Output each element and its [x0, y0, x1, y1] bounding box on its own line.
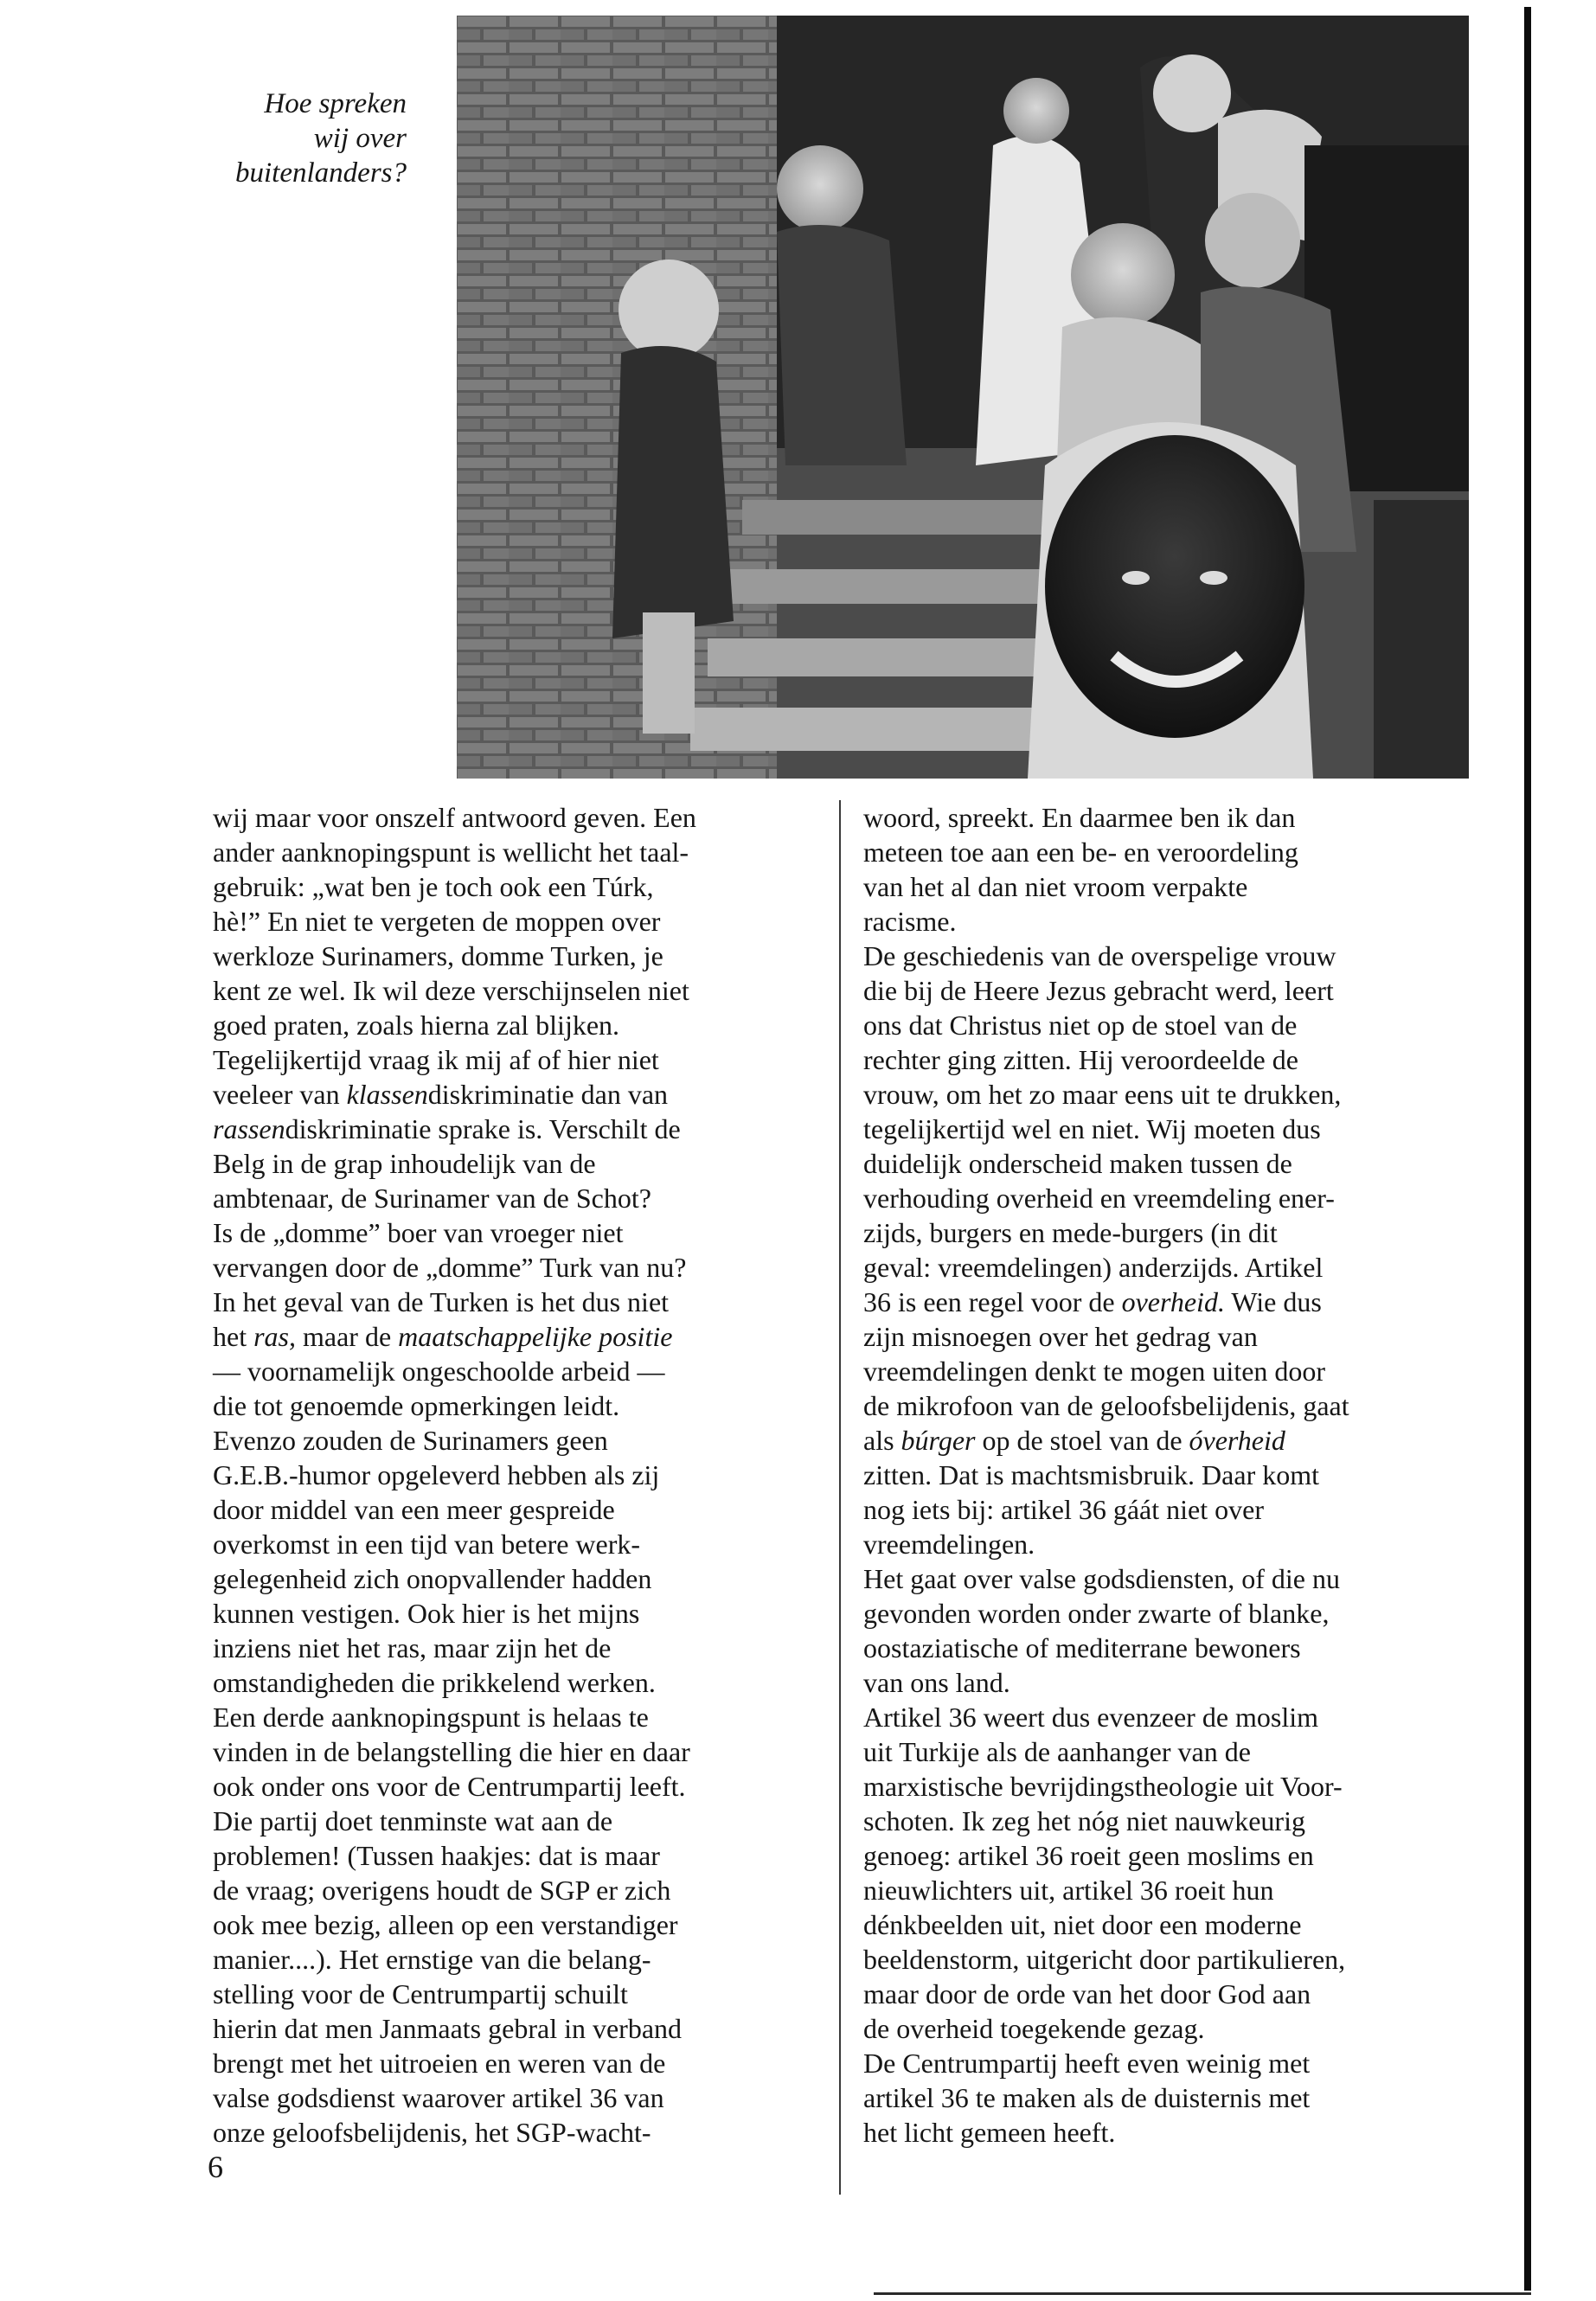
text-line: [863, 939, 1469, 973]
text-line: [213, 939, 818, 973]
article-column-left: [213, 800, 818, 2150]
text-run: oostaziatische of mediterrane bewoners: [863, 1632, 1301, 1663]
text-run: Belg in de grap inhoudelijk van de: [213, 1148, 596, 1179]
text-run: van ons land.: [863, 1667, 1010, 1698]
text-line: [863, 1042, 1469, 1077]
text-line: [863, 1458, 1469, 1492]
text-line: [863, 1769, 1469, 1804]
text-line: [213, 1354, 818, 1388]
text-run: valse godsdienst waarover artikel 36 van: [213, 2082, 664, 2113]
text-run: vrouw, om het zo maar eens uit te drukken,: [863, 1079, 1342, 1110]
text-line: [213, 1631, 818, 1665]
text-line: [863, 1319, 1469, 1354]
text-line: [213, 1250, 818, 1285]
text-run: diskriminatie sprake is. Verschilt de: [285, 1113, 681, 1144]
text-run: De geschiedenis van de overspelige vrouw: [863, 940, 1336, 971]
text-line: [213, 1561, 818, 1596]
text-run: maar de: [296, 1321, 399, 1352]
column-divider: [839, 800, 841, 2195]
text-run: Is de „domme” boer van vroeger niet: [213, 1217, 624, 1248]
text-line: [863, 1873, 1469, 1907]
text-line: [213, 1907, 818, 1942]
text-run: ambtenaar, de Surinamer van de Schot?: [213, 1183, 651, 1214]
italic-text: óverheid: [1189, 1425, 1285, 1456]
text-line: [863, 1354, 1469, 1388]
text-run: omstandigheden die prikkelend werken.: [213, 1667, 656, 1698]
text-run: G.E.B.-humor opgeleverd hebben als zij: [213, 1459, 660, 1490]
text-line: [213, 1319, 818, 1354]
kicker-line: buitenlanders?: [235, 157, 407, 189]
page-edge-rule: [1524, 7, 1531, 2291]
text-line: [863, 1596, 1469, 1631]
text-run: het licht gemeen heeft.: [863, 2117, 1116, 2148]
text-line: [213, 835, 818, 869]
text-line: [213, 1838, 818, 1873]
text-run: inziens niet het ras, maar zijn het de: [213, 1632, 612, 1663]
text-run: Evenzo zouden de Surinamers geen: [213, 1425, 608, 1456]
text-run: de overheid toegekende gezag.: [863, 2013, 1205, 2044]
text-line: [213, 1458, 818, 1492]
text-run: duidelijk onderscheid maken tussen de: [863, 1148, 1292, 1179]
text-line: [863, 800, 1469, 835]
kicker-line: Hoe spreken: [264, 88, 407, 119]
text-run: diskriminatie dan van: [427, 1079, 669, 1110]
text-run: zijn misnoegen over het gedrag van: [863, 1321, 1258, 1352]
text-line: [213, 1388, 818, 1423]
text-line: [863, 2080, 1469, 2115]
text-line: [213, 1665, 818, 1700]
text-line: [863, 904, 1469, 939]
text-run: 36 is een regel voor de: [863, 1286, 1122, 1317]
text-run: Een derde aanknopingspunt is helaas te: [213, 1702, 649, 1733]
text-run: veeleer van: [213, 1079, 347, 1110]
text-run: brengt met het uitroeien en weren van de: [213, 2048, 666, 2079]
text-line: [863, 1112, 1469, 1146]
text-line: [863, 1492, 1469, 1527]
text-line: [213, 1042, 818, 1077]
text-line: [213, 1596, 818, 1631]
italic-text: maatschappelijke positie: [398, 1321, 673, 1352]
text-run: genoeg: artikel 36 roeit geen moslims en: [863, 1840, 1314, 1871]
text-run: ook onder ons voor de Centrumpartij leeft.: [213, 1771, 686, 1802]
text-run: — voornamelijk ongeschoolde arbeid —: [213, 1356, 665, 1387]
text-run: vreemdelingen denkt te mogen uiten door: [863, 1356, 1326, 1387]
text-line: [863, 1250, 1469, 1285]
text-run: Wie dus: [1224, 1286, 1322, 1317]
text-run: tegelijkertijd wel en niet. Wij moeten dus: [863, 1113, 1321, 1144]
text-line: [863, 1700, 1469, 1734]
text-run: uit Turkije als de aanhanger van de: [863, 1736, 1251, 1767]
text-run: wij maar voor onszelf antwoord geven. Een: [213, 802, 696, 833]
text-run: De Centrumpartij heeft even weinig met: [863, 2048, 1311, 2079]
text-line: [863, 2046, 1469, 2080]
section-kicker: [147, 87, 407, 190]
text-line: [863, 1181, 1469, 1215]
text-line: [863, 1838, 1469, 1873]
text-run: het: [213, 1321, 254, 1352]
text-run: hè!” En niet te vergeten de moppen over: [213, 906, 661, 937]
text-run: hierin dat men Janmaats gebral in verband: [213, 2013, 683, 2044]
text-run: zitten. Dat is machtsmisbruik. Daar komt: [863, 1459, 1319, 1490]
italic-text: búrger: [901, 1425, 976, 1456]
text-run: als: [863, 1425, 901, 1456]
text-run: nog iets bij: artikel 36 gáát niet over: [863, 1494, 1264, 1525]
text-run: nieuwlichters uit, artikel 36 roeit hun: [863, 1875, 1274, 1906]
text-line: [213, 1077, 818, 1112]
text-run: onze geloofsbelijdenis, het SGP-wacht-: [213, 2117, 651, 2148]
text-run: Tegelijkertijd vraag ik mij af of hier niet: [213, 1044, 659, 1075]
text-run: gevonden worden onder zwarte of blanke,: [863, 1598, 1330, 1629]
text-line: [213, 1942, 818, 1977]
text-line: [213, 800, 818, 835]
text-line: [213, 1804, 818, 1838]
text-run: Het gaat over valse godsdiensten, of die nu: [863, 1563, 1340, 1594]
text-line: [213, 2011, 818, 2046]
text-run: marxistische bevrijdingstheologie uit Voor-: [863, 1771, 1343, 1802]
text-run: ander aanknopingspunt is wellicht het taal-: [213, 836, 689, 868]
text-line: [863, 1423, 1469, 1458]
text-run: artikel 36 te maken als de duisternis met: [863, 2082, 1311, 2113]
text-run: vervangen door de „domme” Turk van nu?: [213, 1252, 687, 1283]
text-line: [863, 869, 1469, 904]
article-column-right: [863, 800, 1469, 2150]
text-run: vreemdelingen.: [863, 1529, 1035, 1560]
text-run: de mikrofoon van de geloofsbelijdenis, gaat: [863, 1390, 1349, 1421]
text-line: [213, 2080, 818, 2115]
text-line: [863, 2115, 1469, 2150]
text-line: [213, 1423, 818, 1458]
text-line: [863, 1215, 1469, 1250]
text-line: [213, 1527, 818, 1561]
text-line: [863, 1907, 1469, 1942]
text-run: die tot genoemde opmerkingen leidt.: [213, 1390, 620, 1421]
text-run: geval: vreemdelingen) anderzijds. Artikel: [863, 1252, 1324, 1283]
text-line: [863, 1146, 1469, 1181]
text-line: [213, 973, 818, 1008]
text-line: [213, 1769, 818, 1804]
text-line: [213, 1146, 818, 1181]
text-run: door middel van een meer gespreide: [213, 1494, 615, 1525]
italic-text: overheid.: [1121, 1286, 1225, 1317]
italic-text: klassen: [346, 1079, 428, 1110]
text-run: die bij de Heere Jezus gebracht werd, leert: [863, 975, 1334, 1006]
text-run: schoten. Ik zeg het nóg niet nauwkeurig: [863, 1805, 1305, 1836]
text-run: problemen! (Tussen haakjes: dat is maar: [213, 1840, 660, 1871]
text-run: dénkbeelden uit, niet door een moderne: [863, 1909, 1302, 1940]
text-run: ook mee bezig, alleen op een verstandiger: [213, 1909, 678, 1940]
italic-text: ras,: [253, 1321, 296, 1352]
text-line: [213, 1008, 818, 1042]
text-line: [863, 1804, 1469, 1838]
page-bottom-rule: [874, 2292, 1531, 2295]
text-run: racisme.: [863, 906, 957, 937]
text-line: [863, 1285, 1469, 1319]
text-line: [863, 1631, 1469, 1665]
text-run: beeldenstorm, uitgericht door partikulieren,: [863, 1944, 1346, 1975]
article-photo: [457, 16, 1469, 779]
text-line: [863, 1734, 1469, 1769]
text-run: Die partij doet tenminste wat aan de: [213, 1805, 613, 1836]
text-line: [213, 1700, 818, 1734]
text-run: van het al dan niet vroom verpakte: [863, 871, 1248, 902]
text-line: [863, 1077, 1469, 1112]
text-line: [213, 869, 818, 904]
text-run: kent ze wel. Ik wil deze verschijnselen niet: [213, 975, 689, 1006]
text-line: [213, 1492, 818, 1527]
text-line: [863, 835, 1469, 869]
text-run: Artikel 36 weert dus evenzeer de moslim: [863, 1702, 1319, 1733]
text-run: verhouding overheid en vreemdeling ener-: [863, 1183, 1335, 1214]
text-line: [213, 1285, 818, 1319]
kicker-line: wij over: [313, 123, 407, 154]
text-line: [213, 1112, 818, 1146]
text-run: woord, spreekt. En daarmee ben ik dan: [863, 802, 1296, 833]
text-line: [863, 1527, 1469, 1561]
text-run: vinden in de belangstelling die hier en daar: [213, 1736, 690, 1767]
text-line: [863, 1561, 1469, 1596]
text-run: In het geval van de Turken is het dus niet: [213, 1286, 670, 1317]
text-run: ons dat Christus niet op de stoel van de: [863, 1009, 1298, 1041]
text-line: [213, 2046, 818, 2080]
text-run: kunnen vestigen. Ook hier is het mijns: [213, 1598, 640, 1629]
text-line: [213, 904, 818, 939]
photo-children-on-steps: [457, 16, 1469, 779]
text-line: [213, 1977, 818, 2011]
text-line: [863, 1942, 1469, 1977]
text-run: de vraag; overigens houdt de SGP er zich: [213, 1875, 671, 1906]
text-run: maar door de orde van het door God aan: [863, 1978, 1311, 2009]
text-line: [863, 1977, 1469, 2011]
text-run: op de stoel van de: [975, 1425, 1189, 1456]
text-run: gebruik: „wat ben je toch ook een Túrk,: [213, 871, 654, 902]
italic-text: rassen: [213, 1113, 285, 1144]
text-line: [863, 1008, 1469, 1042]
text-run: goed praten, zoals hierna zal blijken.: [213, 1009, 620, 1041]
text-run: werkloze Surinamers, domme Turken, je: [213, 940, 663, 971]
text-line: [213, 1215, 818, 1250]
text-run: overkomst in een tijd van betere werk-: [213, 1529, 641, 1560]
text-line: [213, 2115, 818, 2150]
text-line: [863, 1665, 1469, 1700]
text-line: [863, 1388, 1469, 1423]
text-run: meteen toe aan een be- en veroordeling: [863, 836, 1298, 868]
page-number: 6: [208, 2150, 223, 2184]
text-line: [213, 1181, 818, 1215]
text-run: zijds, burgers en mede-burgers (in dit: [863, 1217, 1278, 1248]
text-line: [213, 1873, 818, 1907]
text-run: stelling voor de Centrumpartij schuilt: [213, 1978, 628, 2009]
text-line: [863, 973, 1469, 1008]
text-run: rechter ging zitten. Hij veroordeelde de: [863, 1044, 1298, 1075]
text-run: gelegenheid zich onopvallender hadden: [213, 1563, 652, 1594]
text-line: [863, 2011, 1469, 2046]
text-line: [213, 1734, 818, 1769]
text-run: manier....). Het ernstige van die belang-: [213, 1944, 651, 1975]
